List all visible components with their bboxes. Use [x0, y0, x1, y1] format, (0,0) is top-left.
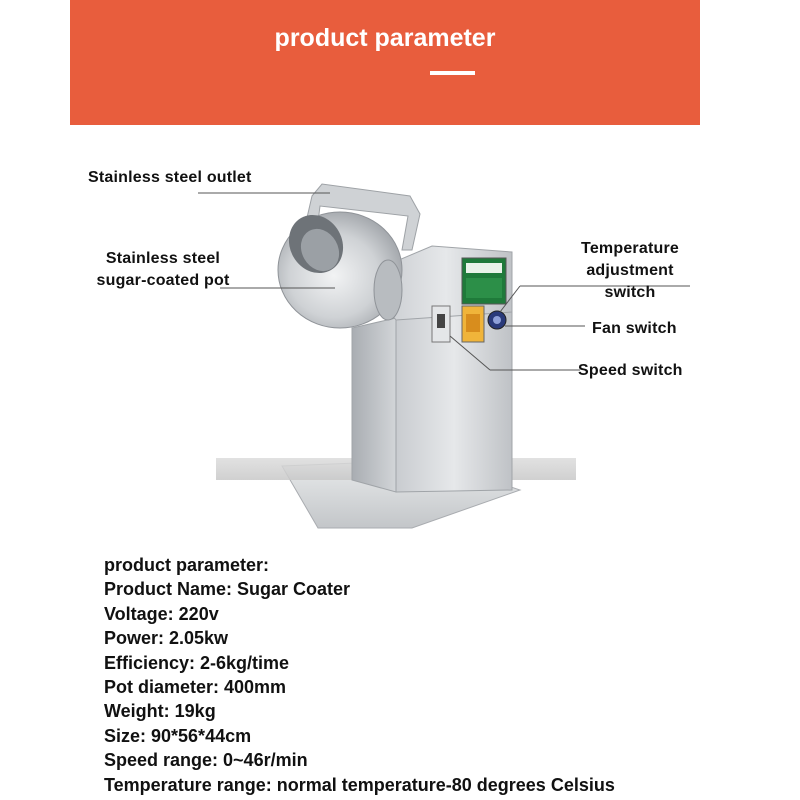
param-line: Weight: 19kg [104, 701, 216, 722]
label-temperature-switch [570, 238, 690, 304]
banner-title: product parameter [274, 24, 496, 52]
param-line: Size: 90*56*44cm [104, 725, 252, 746]
display-panel [466, 278, 502, 298]
param-line: Voltage: 220v [104, 603, 219, 624]
column-side [352, 318, 396, 492]
param-line: Pot diameter: 400mm [104, 677, 287, 698]
label-pot-line2: sugar-coated pot [96, 272, 230, 289]
label-sugar-coated-pot [88, 248, 238, 292]
column-front [396, 310, 512, 492]
display-window [466, 263, 502, 273]
label-speed-switch: Speed switch [578, 362, 683, 379]
params-heading: product parameter: [104, 555, 270, 575]
label-temp-line1: Temperature [581, 240, 679, 257]
label-pot-line1: Stainless steel [105, 250, 221, 267]
param-line: Efficiency: 2-6kg/time [104, 652, 290, 673]
param-line: Speed range: 0~46r/min [104, 750, 308, 771]
param-line: Power: 2.05kw [104, 628, 229, 649]
parameter-list [104, 553, 615, 797]
label-temp-line2: adjustment [586, 262, 674, 279]
fan-switch-button [466, 314, 480, 332]
param-line: Product Name: Sugar Coater [104, 579, 351, 600]
label-temp-line3: switch [604, 284, 656, 301]
temperature-knob-center [493, 316, 501, 324]
label-fan-switch: Fan switch [592, 320, 677, 337]
param-line: Temperature range: normal temperature-80 degrees Celsius [104, 774, 615, 795]
pot-back-plate [374, 260, 402, 320]
label-stainless-steel-outlet: Stainless steel outlet [88, 169, 252, 186]
speed-switch-knob [437, 314, 445, 328]
